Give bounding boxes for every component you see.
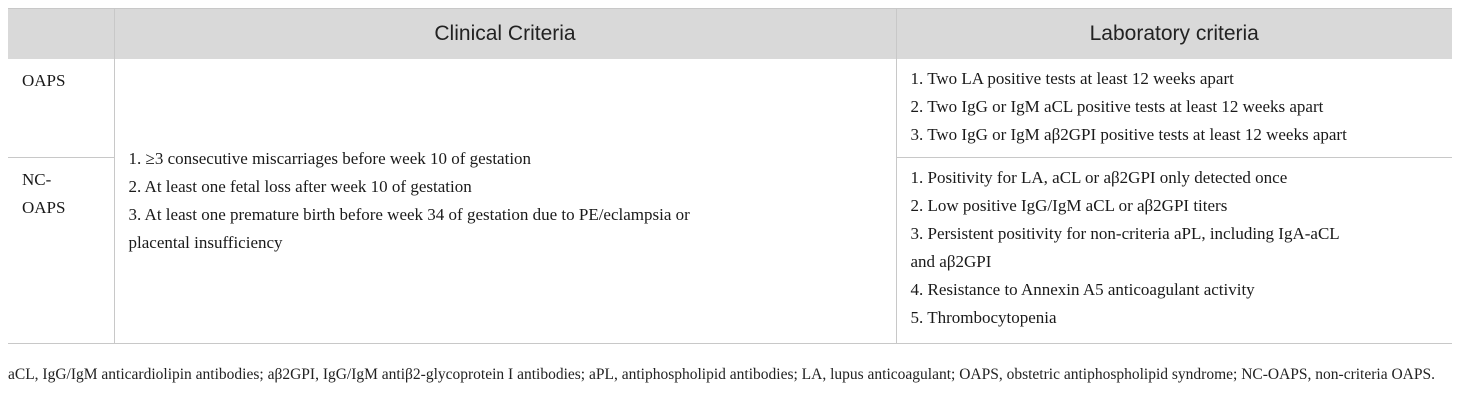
row-label-line: NC- [22, 169, 52, 189]
row-label-oaps [8, 59, 114, 157]
lab-item: 1. Positivity for LA, aCL or aβ2GPI only detected once [910, 167, 1288, 187]
clinical-item: 1. ≥3 consecutive miscarriages before week 10 of gestation [128, 148, 532, 168]
header-clinical-criteria: Clinical Criteria [114, 9, 896, 60]
lab-criteria-cell-nc-oaps [896, 157, 1452, 343]
lab-item: 2. Two IgG or IgM aCL positive tests at least 12 weeks apart [910, 97, 1324, 116]
header-laboratory-criteria: Laboratory criteria [896, 9, 1452, 60]
lab-item: 4. Resistance to Annexin A5 anticoagulant activity [910, 279, 1255, 299]
row-label-line: OAPS [22, 197, 66, 217]
lab-item: 3. Two IgG or IgM aβ2GPI positive tests at least 12 weeks apart [910, 125, 1347, 144]
table-footnote: aCL, IgG/IgM anticardiolipin antibodies; aβ2GPI, IgG/IgM antiβ2-glycoprotein I antibodies; aPL, antiphospholipid antibodies; LA, lupus anticoagulant; OAPS, obstetric antiphospholipid syndrome; NC-OAPS, non-criteria OAPS. [8, 366, 1435, 383]
lab-criteria-cell-oaps [896, 59, 1452, 157]
lab-item: 2. Low positive IgG/IgM aCL or aβ2GPI titers [910, 195, 1228, 215]
clinical-item: 2. At least one fetal loss after week 10 of gestation [128, 176, 472, 196]
criteria-table [8, 8, 1452, 344]
lab-item: and aβ2GPI [910, 251, 992, 271]
lab-item: 3. Persistent positivity for non-criteria aPL, including IgA-aCL [910, 223, 1340, 243]
table-row-oaps [8, 59, 1452, 157]
clinical-item: placental insufficiency [128, 232, 283, 252]
lab-item: 1. Two LA positive tests at least 12 weeks apart [910, 69, 1234, 88]
clinical-item: 3. At least one premature birth before week 34 of gestation due to PE/eclampsia or [128, 204, 690, 224]
table-header-row [8, 9, 1452, 60]
row-label-line: OAPS [22, 71, 66, 90]
header-empty [8, 9, 114, 60]
lab-item: 5. Thrombocytopenia [910, 307, 1057, 327]
row-label-nc-oaps [8, 157, 114, 343]
clinical-criteria-cell [114, 59, 896, 343]
criteria-table-container [8, 8, 1452, 344]
